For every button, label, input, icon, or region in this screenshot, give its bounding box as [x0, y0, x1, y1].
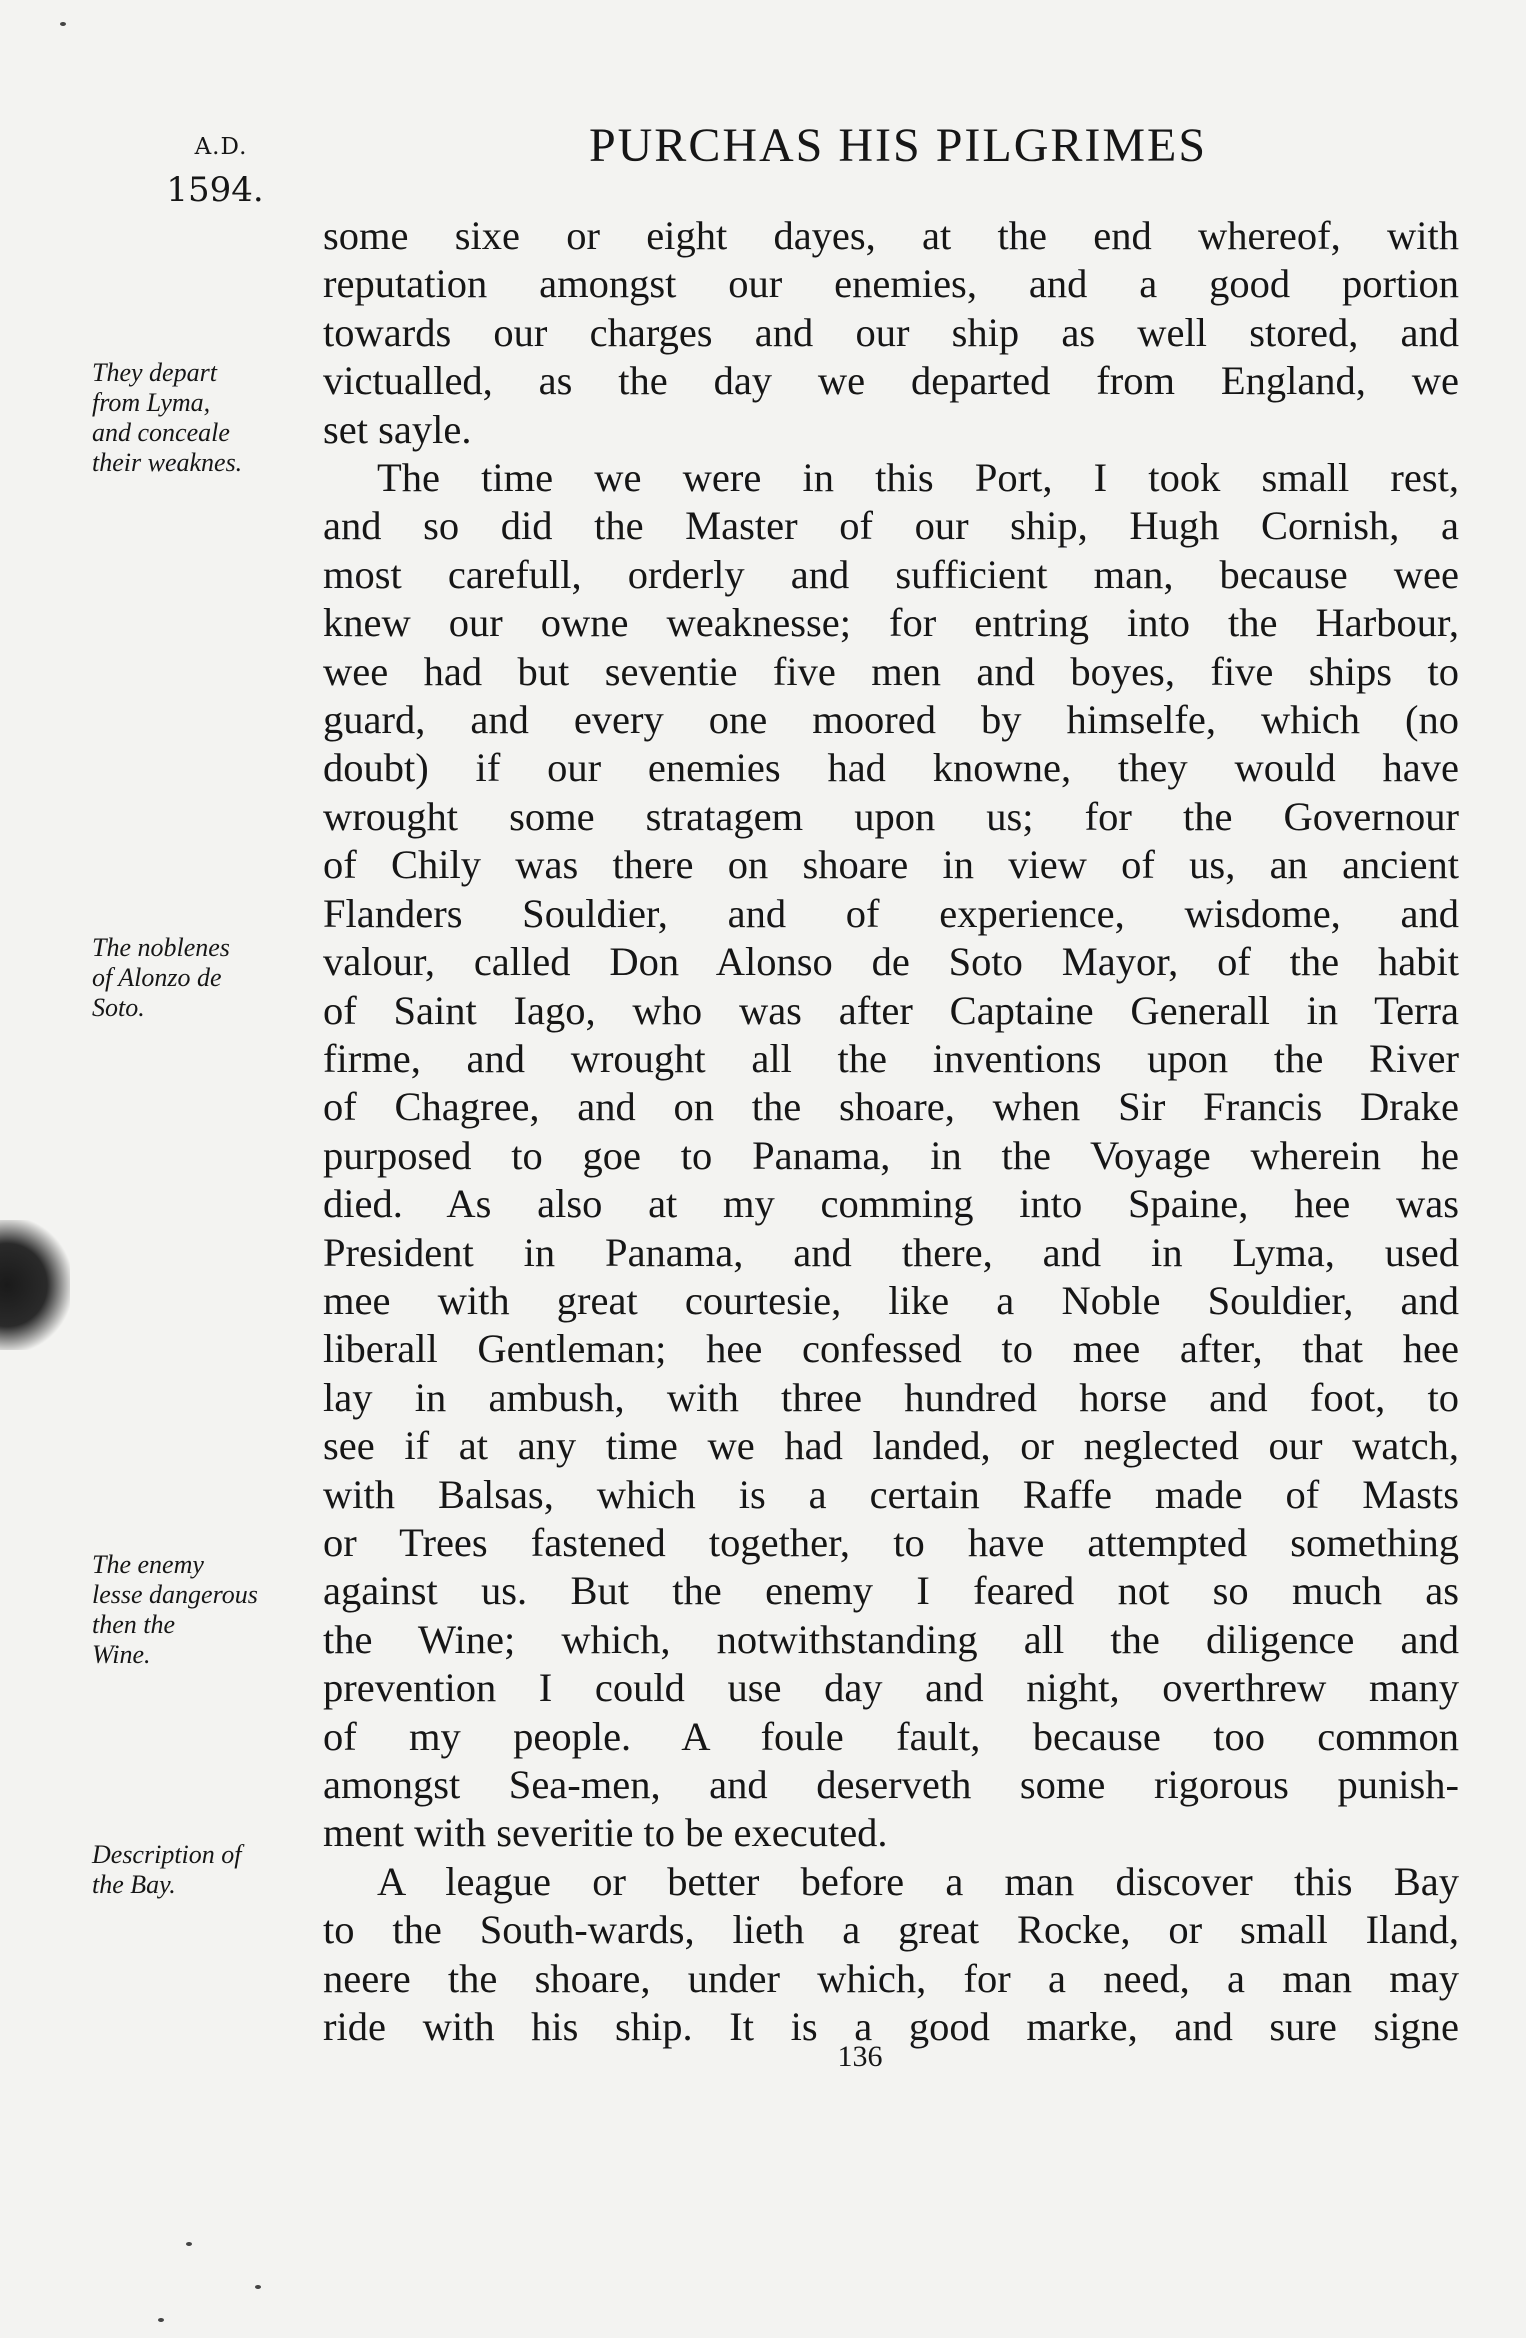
- body-line: lay in ambush, with three hundred horse and foot, to: [323, 1374, 1459, 1420]
- body-line: President in Panama, and there, and in Lyma, used: [323, 1229, 1459, 1275]
- body-line: the Wine; which, notwithstanding all the diligence and: [323, 1616, 1459, 1662]
- margin-note-line: then the: [92, 1610, 176, 1639]
- body-line: to the South-wards, lieth a great Rocke, or small Iland,: [323, 1907, 1459, 1953]
- body-line: liberall Gentleman; hee confessed to mee after, that hee: [323, 1326, 1459, 1372]
- era-label: A.D.: [194, 134, 248, 160]
- margin-note-line: of Alonzo de: [92, 963, 222, 992]
- body-line: with Balsas, which is a certain Raffe made of Masts: [323, 1471, 1459, 1517]
- body-line: guard, and every one moored by himselfe, which (no: [323, 697, 1459, 743]
- body-line: against us. But the enemy I feared not so much as: [323, 1568, 1459, 1614]
- speck: [60, 22, 66, 26]
- body-line: wee had but seventie five men and boyes, five ships to: [323, 648, 1459, 694]
- body-line: A league or better before a man discover this Bay: [377, 1858, 1459, 1904]
- body-line: firme, and wrought all the inventions upon the River: [323, 1035, 1459, 1081]
- body-line: ment with severitie to be executed.: [323, 1810, 888, 1856]
- body-line: amongst Sea-men, and deserveth some rigorous punish-: [323, 1762, 1459, 1807]
- margin-note-line: Wine.: [92, 1640, 151, 1669]
- body-line: doubt) if our enemies had knowne, they would have: [323, 745, 1459, 791]
- body-line: of Chily was there on shoare in view of us, an ancient: [323, 842, 1459, 888]
- body-line: towards our charges and our ship as well stored, and: [323, 309, 1459, 355]
- body-line: ride with his ship. It is a good marke, and sure signe: [323, 2004, 1459, 2050]
- margin-note-bay: [92, 1840, 302, 1900]
- body-line: most carefull, orderly and sufficient man, because wee: [323, 551, 1459, 597]
- running-title: PURCHAS HIS PILGRIMES: [588, 119, 1208, 172]
- body-line: or Trees fastened together, to have attempted something: [323, 1519, 1459, 1565]
- body-line: prevention I could use day and night, overthrew many: [323, 1665, 1459, 1711]
- body-line: died. As also at my comming into Spaine, hee was: [323, 1181, 1459, 1227]
- body-line: some sixe or eight dayes, at the end whereof, with: [323, 213, 1459, 258]
- body-line: Flanders Souldier, and of experience, wisdome, and: [323, 890, 1459, 936]
- margin-note-line: Soto.: [92, 993, 145, 1022]
- body-line: The time we were in this Port, I took small rest,: [377, 455, 1459, 501]
- margin-note-line: and conceale: [92, 418, 230, 447]
- body-line: knew our owne weaknesse; for entring into the Harbour,: [323, 600, 1459, 646]
- margin-note-noblenes: [92, 933, 302, 1023]
- body-line: wrought some stratagem upon us; for the Governour: [323, 793, 1459, 839]
- body-text: [323, 212, 1459, 2051]
- body-line: and so did the Master of our ship, Hugh Cornish, a: [323, 503, 1459, 549]
- speck: [186, 2242, 192, 2246]
- margin-note-depart: [92, 358, 302, 478]
- margin-note-line: The enemy: [92, 1550, 204, 1579]
- margin-note-line: lesse dangerous: [92, 1580, 258, 1609]
- margin-note-line: The noblenes: [92, 933, 230, 962]
- margin-note-line: Description of: [92, 1840, 242, 1869]
- body-line: mee with great courtesie, like a Noble Souldier, and: [323, 1277, 1459, 1323]
- margin-note-line: They depart: [92, 358, 217, 387]
- margin-note-enemy: [92, 1550, 302, 1670]
- year-label: 1594.: [166, 170, 264, 210]
- body-line: of my people. A foule fault, because too common: [323, 1713, 1459, 1759]
- body-line: of Saint Iago, who was after Captaine Generall in Terra: [323, 987, 1459, 1033]
- body-line: see if at any time we had landed, or neglected our watch,: [323, 1423, 1459, 1469]
- speck: [158, 2318, 164, 2322]
- body-line: set sayle.: [323, 406, 472, 452]
- margin-note-line: the Bay.: [92, 1870, 176, 1899]
- speck: [255, 2285, 261, 2289]
- body-line: purposed to goe to Panama, in the Voyage wherein he: [323, 1132, 1459, 1178]
- body-line: reputation amongst our enemies, and a good portion: [323, 261, 1459, 307]
- body-line: victualled, as the day we departed from England, we: [323, 358, 1459, 404]
- margin-note-line: from Lyma,: [92, 388, 211, 417]
- page-number: 136: [837, 2040, 883, 2073]
- margin-note-line: their weaknes.: [92, 448, 243, 477]
- body-line: of Chagree, and on the shoare, when Sir Francis Drake: [323, 1084, 1459, 1130]
- body-line: valour, called Don Alonso de Soto Mayor, of the habit: [323, 939, 1459, 985]
- thumb-shadow: [0, 1220, 70, 1350]
- body-line: neere the shoare, under which, for a need, a man may: [323, 1955, 1459, 2001]
